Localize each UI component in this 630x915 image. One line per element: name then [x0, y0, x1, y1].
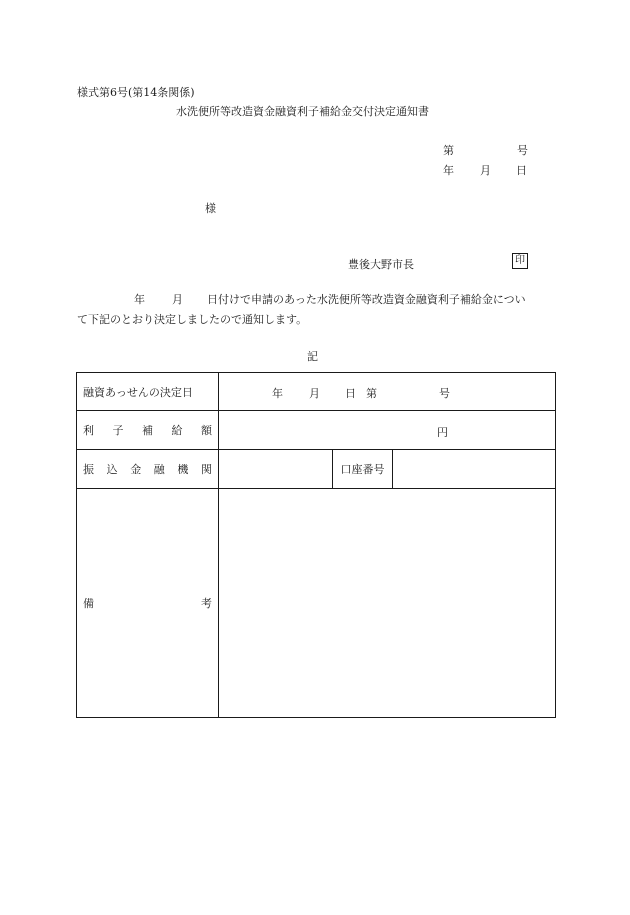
body-text	[77, 290, 557, 330]
row1-year: 年	[272, 387, 283, 400]
label-char: 機	[177, 463, 189, 476]
subsidy-amount-value	[219, 411, 555, 449]
label-char: 考	[201, 597, 212, 610]
row1-month: 月	[309, 387, 320, 400]
bank-name-cell	[219, 450, 333, 488]
body-line-2: て下記のとおり決定しましたので通知します。	[77, 313, 308, 326]
label-char: 給	[171, 424, 183, 437]
addressee-honorific: 様	[205, 202, 216, 215]
subsidy-amount-label	[77, 411, 219, 449]
account-number-label: 口座番号	[333, 450, 393, 488]
number-suffix: 号	[517, 144, 528, 157]
label-char: 利	[83, 424, 94, 437]
yen-unit: 円	[437, 426, 448, 439]
decision-date-row	[77, 373, 555, 411]
detail-table	[76, 372, 556, 718]
issuer-name: 豊後大野市長	[348, 258, 414, 271]
remarks-row	[77, 489, 555, 717]
document-title: 水洗便所等改造資金融資利子補給金交付決定通知書	[176, 105, 429, 118]
subsidy-amount-row	[77, 411, 555, 450]
form-number: 様式第6号(第14条関係)	[77, 86, 195, 99]
label-char: 備	[83, 597, 94, 610]
bank-value	[219, 450, 555, 488]
bank-label	[77, 450, 219, 488]
decision-date-value	[219, 373, 555, 410]
decision-date-label: 融資あっせんの決定日	[77, 373, 219, 410]
row1-dai: 第	[366, 387, 377, 400]
number-prefix: 第	[443, 144, 454, 157]
label-char: 振	[83, 463, 94, 476]
row1-day: 日	[345, 387, 356, 400]
ki-heading: 記	[307, 350, 318, 363]
body-line-1	[77, 290, 557, 310]
seal-mark: 印	[512, 253, 528, 269]
label-char: 子	[112, 424, 124, 437]
bank-row	[77, 450, 555, 489]
body-month: 月	[172, 293, 183, 306]
date-day: 日	[516, 164, 527, 177]
label-char: 込	[106, 463, 118, 476]
remarks-value	[219, 489, 555, 717]
row1-go: 号	[439, 387, 450, 400]
body-line-1-rest: 日付けで申請のあった水洗便所等改造資金融資利子補給金につい	[207, 293, 526, 306]
date-month: 月	[480, 164, 491, 177]
label-char: 補	[142, 424, 153, 437]
remarks-label	[77, 489, 219, 717]
label-char: 金	[130, 463, 142, 476]
label-char: 融	[153, 463, 165, 476]
body-year: 年	[134, 293, 145, 306]
date-year: 年	[443, 164, 454, 177]
label-char: 関	[200, 463, 212, 476]
label-char: 額	[201, 424, 212, 437]
